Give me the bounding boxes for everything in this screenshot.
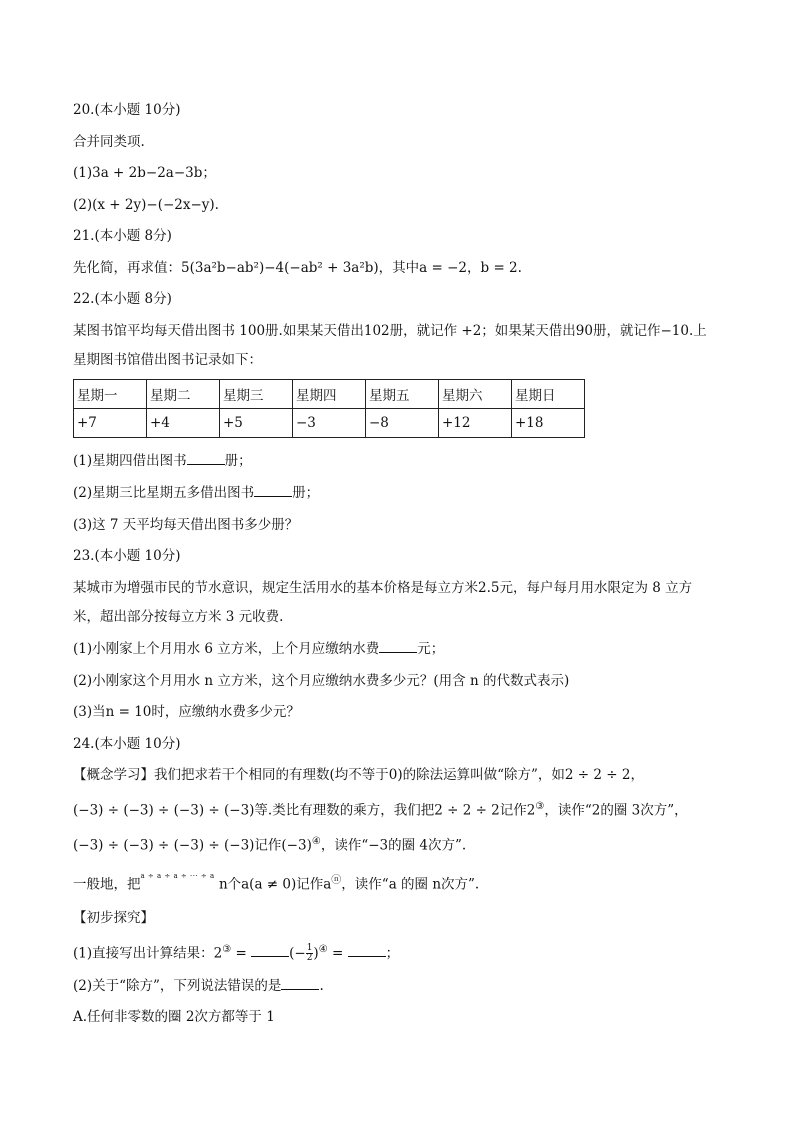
table-header-cell: 星期五 [366, 379, 439, 408]
table-cell: +5 [220, 408, 293, 437]
table-header-cell: 星期四 [293, 379, 366, 408]
q24-concept-line2-b: ，读作“2的圈 3次方”， [544, 802, 688, 818]
q24-concept-line3-a: (−3) ÷ (−3) ÷ (−3) ÷ (−3)记作(−3) [73, 837, 312, 853]
q23-text-line1: 某城市为增强市民的节水意识，规定生活用水的基本价格是每立方米2.5元，每户每月用水限定为 8 立方 [73, 579, 693, 596]
q24-concept-line2-a: (−3) ÷ (−3) ÷ (−3) ÷ (−3)等.类比有理数的乘方，我们把2 ÷ 2 ÷ 2记作2 [73, 802, 536, 818]
q24-e2-pre: (2)关于“除方”，下列说法错误的是 [73, 977, 282, 994]
page-content [73, 100, 733, 1039]
circle-exponent: ⓝ [331, 875, 342, 886]
q22-part1-unit: 册； [224, 452, 252, 469]
q20-instruction: 合并同类项. [73, 133, 145, 150]
q24-general [73, 871, 733, 897]
q24-explore-header: 【初步探究】 [73, 910, 154, 926]
q23-part1 [73, 638, 733, 659]
fraction-denominator: 2 [306, 953, 313, 963]
q24-e1-mid: = [231, 945, 252, 961]
q23-part3: (3)当n = 10时，应缴纳水费多少元？ [73, 704, 300, 720]
q24-option-a: A.任何非零数的圈 2次方都等于 1 [73, 1009, 275, 1025]
table-header-cell: 星期日 [512, 379, 585, 408]
q22-part2 [73, 482, 733, 503]
q24-general-post: ，读作“a 的圈 n次方”. [341, 876, 480, 893]
q22-header: 22.(本小题 8分) [73, 291, 172, 307]
q22-text-line1: 某图书馆平均每天借出图书 100册.如果某天借出102册，就记作 +2；如果某天借出90册，就记作−10.上 [73, 322, 707, 339]
q24-e1-pre: (1)直接写出计算结果：2 [73, 945, 223, 961]
answer-blank[interactable] [281, 975, 319, 990]
answer-blank[interactable] [251, 942, 289, 957]
q24-general-over: a ÷ a ÷ a ÷ ··· ÷ a [140, 871, 215, 880]
table-cell: +7 [74, 408, 147, 437]
q23-text-line2: 米，超出部分按每立方米 3 元收费. [73, 608, 284, 625]
table-cell: −8 [366, 408, 439, 437]
answer-blank[interactable] [187, 450, 225, 465]
q20-part1: (1)3a + 2b−2a−3b； [73, 165, 216, 181]
table-header-cell: 星期一 [74, 379, 147, 408]
q24-general-mid: n个a(a ≠ 0)记作a [218, 876, 332, 893]
table-header-cell: 星期二 [147, 379, 220, 408]
answer-blank[interactable] [348, 942, 386, 957]
q20-header: 20.(本小题 10分) [73, 102, 181, 118]
table-cell: −3 [293, 408, 366, 437]
book-record-table [73, 379, 585, 438]
table-cell: +4 [147, 408, 220, 437]
q24-explore-1 [73, 940, 733, 964]
q24-e1-paren-close: ) [313, 945, 319, 961]
table-header-row [74, 379, 585, 408]
q22-text-line2: 星期图书馆借出图书记录如下： [73, 351, 262, 368]
q24-e1-post: ； [385, 945, 400, 961]
circle-exponent: ④ [318, 943, 328, 955]
q23-part1-text: (1)小刚家上个月用水 6 立方米，上个月应缴纳水费 [73, 641, 380, 657]
q24-e1-paren-open: (− [289, 945, 306, 961]
circle-exponent: ③ [222, 943, 232, 955]
q22-part2-unit: 册； [292, 485, 320, 501]
q24-concept-line1: 【概念学习】我们把求若干个相同的有理数(均不等于0)的除法运算叫做“除方”，如2 ÷ 2 ÷ 2， [73, 767, 644, 783]
q24-concept-line3 [73, 832, 733, 856]
table-row [74, 408, 585, 437]
q24-e1-eq: = [327, 945, 348, 961]
q24-header: 24.(本小题 10分) [73, 735, 181, 752]
q24-general-pre: 一般地，把 [73, 876, 141, 893]
q23-header: 23.(本小题 10分) [73, 548, 181, 564]
q24-explore-2 [73, 975, 733, 996]
circle-exponent: ④ [311, 835, 321, 847]
q21-text: 先化简，再求值：5(3a²b−ab²)−4(−ab² + 3a²b)，其中a = −2，b = 2. [73, 259, 522, 276]
table-header-cell: 星期六 [439, 379, 512, 408]
q24-e2-post: . [319, 977, 324, 994]
circle-exponent: ③ [535, 800, 545, 812]
q21-header: 21.(本小题 8分) [73, 228, 172, 244]
answer-blank[interactable] [379, 638, 417, 653]
q23-part1-unit: 元； [417, 641, 445, 657]
table-header-cell: 星期三 [220, 379, 293, 408]
q24-concept-line2 [73, 797, 733, 821]
table-cell: +18 [512, 408, 585, 437]
answer-blank[interactable] [254, 482, 292, 497]
q23-part2: (2)小刚家这个月用水 n 立方米，这个月应缴纳水费多少元？(用含 n 的代数式表示) [73, 672, 570, 689]
q20-part2: (2)(x + 2y)−(−2x−y). [73, 196, 219, 213]
table-cell: +12 [439, 408, 512, 437]
q22-part3: (3)这 7 天平均每天借出图书多少册？ [73, 516, 299, 533]
fraction-numerator: 1 [306, 943, 313, 953]
q22-part2-text: (2)星期三比星期五多借出图书 [73, 485, 255, 501]
q22-part1-text: (1)星期四借出图书 [73, 452, 187, 469]
q22-part1 [73, 450, 733, 471]
q24-concept-line3-b: ，读作“−3的圈 4次方”. [320, 837, 467, 853]
